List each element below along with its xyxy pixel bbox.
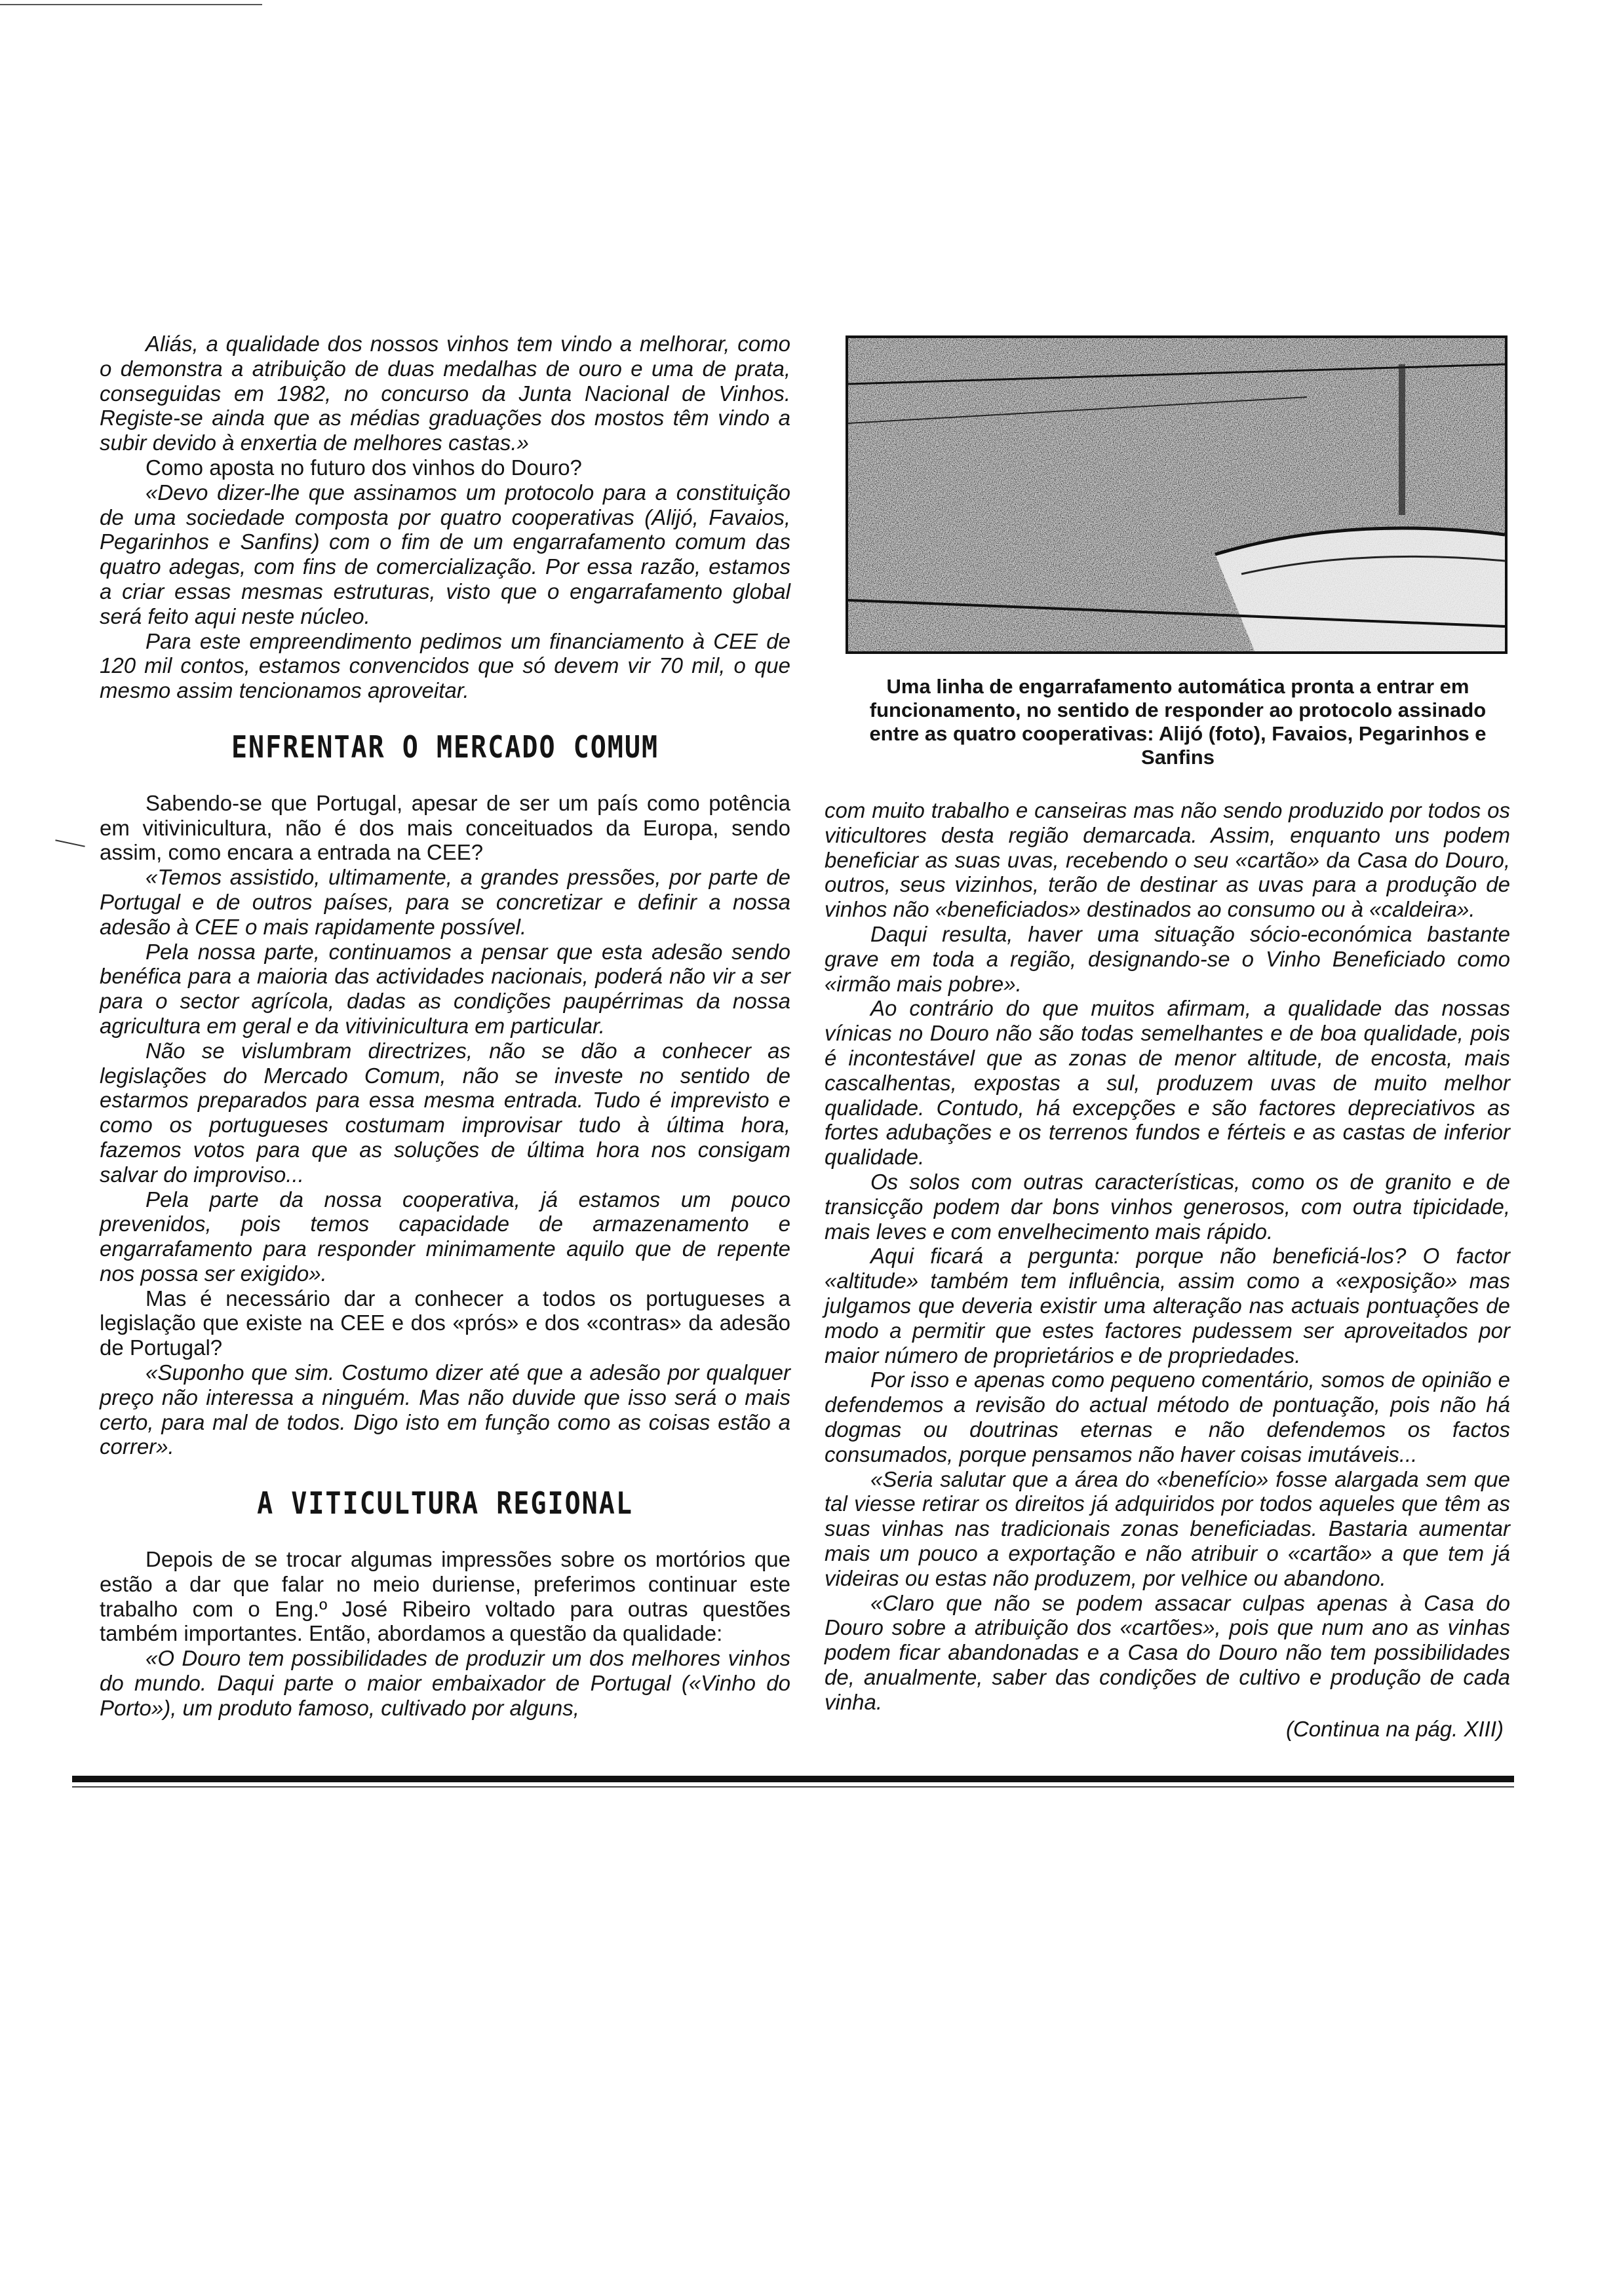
paragraph: Por isso e apenas como pequeno comentário, somos de opinião e defendemos a revisão do actual método de pontuação, pois não há dogmas ou doutrinas eternas e não defendemos os factos consumados, porque pensamos não haver coisas imutáveis... [825, 1368, 1510, 1466]
question: Mas é necessário dar a conhecer a todos os portugueses a legislação que existe na CEE e dos «prós» e dos «contras» da adesão de Portugal? [100, 1286, 790, 1360]
paragraph: Depois de se trocar algumas impressões sobre os mortórios que estão a dar que falar no meio duriense, preferimos continuar este trabalho com o Eng.º José Ribeiro voltado para outras questões também importantes. Então, abordamos a questão da qualidade: [100, 1547, 790, 1646]
continued-note: (Continua na pág. XIII) [1285, 1717, 1504, 1742]
paragraph: Os solos com outras características, como os de granito e de transicção podem dar bons vinhos generosos, com outra tipicidade, mais leves e com envelhecimento mais rápido. [825, 1169, 1510, 1244]
margin-mark [55, 839, 85, 847]
paragraph: «Seria salutar que a área do «benefício» fosse alargada sem que tal viesse retirar os direitos já adquiridos por todos aqueles que têm as suas vinhas nas tradicionais zonas beneficiadas. Bastaria aumentar mais um pouco a exportação e não atribuir o «cartão» a que tem já videiras ou estas não produzem, por velhice ou abandono. [825, 1466, 1510, 1590]
answer: «Temos assistido, ultimamente, a grandes pressões, por parte de Portugal e de outros países, para se concretizar e definir a nossa adesão à CEE o mais rapidamente possível. [100, 865, 790, 939]
paragraph: Aqui ficará a pergunta: porque não beneficiá-los? O factor «altitude» também tem influência, assim como a «exposição» mas julgamos que deveria existir uma alteração nas actuais pontuações de modo a permitir que estes factores pudessem ser aproveitados por maior número de proprietários e de propriedades. [825, 1244, 1510, 1368]
answer: «O Douro tem possibilidades de produzir um dos melhores vinhos do mundo. Daqui parte o maior embaixador de Portugal («Vinho do Porto»), um produto famoso, cultivado por alguns, [100, 1646, 790, 1720]
top-edge-line [0, 4, 262, 5]
answer: Pela nossa parte, continuamos a pensar que esta adesão sendo benéfica para a maioria das actividades nacionais, poderá não vir a ser para o sector agrícola, dadas as condições paupérrimas da nossa agricultura em geral e da vitivinicultura em particular. [100, 939, 790, 1038]
paragraph: Aliás, a qualidade dos nossos vinhos tem vindo a melhorar, como o demonstra a atribuição de duas medalhas de ouro e uma de prata, conseguidas em 1982, no concurso da Junta Nacional de Vinhos. Registe-se ainda que as médias graduações dos mostos têm vindo a subir devido à enxertia de melhores castas.» [100, 332, 790, 455]
right-column [825, 798, 1510, 1742]
section-heading: ENFRENTAR O MERCADO COMUM [231, 730, 659, 765]
answer: «Suponho que sim. Costumo dizer até que a adesão por qualquer preço não interessa a ninguém. Mas não duvide que isso será o mais certo, para mal de todos. Digo isto em função como as coisas estão a correr». [100, 1360, 790, 1459]
answer: Pela parte da nossa cooperativa, já estamos um pouco prevenidos, pois temos capacidade de armazenamento e engarrafamento para responder minimamente aquilo que de repente nos possa ser exigido». [100, 1187, 790, 1286]
paragraph: Daqui resulta, haver uma situação sócio-económica bastante grave em toda a região, designando-se o Vinho Beneficiado como «irmão mais pobre». [825, 921, 1510, 996]
photo-caption: Uma linha de engarrafamento automática pronta a entrar em funcionamento, no sentido de responder ao protocolo assinado entre as quatro cooperativas: Alijó (foto), Favaios, Pegarinhos e Sanfins [869, 675, 1487, 769]
answer: Não se vislumbram directrizes, não se dão a conhecer as legislações do Mercado Comum, não se investe no sentido de estarmos preparados para essa mesma entrada. Tudo é imprevisto e como os portugueses costumam improvisar tudo à última hora, fazemos votos para que as soluções de última hora nos consigam salvar do improviso... [100, 1038, 790, 1187]
bottling-line-photo [846, 335, 1508, 654]
section-heading: A VITICULTURA REGIONAL [257, 1486, 633, 1521]
answer: Para este empreendimento pedimos um financiamento à CEE de 120 mil contos, estamos convencidos que só devem vir 70 mil, o que mesmo assim tencionamos aproveitar. [100, 628, 790, 703]
paragraph: Ao contrário do que muitos afirmam, a qualidade das nossas vínicas no Douro não são todas semelhantes e de boa qualidade, pois é incontestável que as zonas de menor altitude, de encosta, mais cascalhentas, expostas a sul, produzem uvas de muito melhor qualidade. Contudo, há excepções e são factores depreciativos as fortes adubações e os terrenos fundos e férteis e as castas de inferior qualidade. [825, 996, 1510, 1170]
bottom-rule-thin [72, 1786, 1514, 1788]
bottom-rule [72, 1776, 1514, 1782]
left-column [100, 332, 790, 1721]
paragraph: «Claro que não se podem assacar culpas apenas à Casa do Douro sobre a atribuição dos «cartões», pois que num ano as vinhas podem ficar abandonadas e a Casa do Douro não tem possibilidades de, anualmente, saber das condições de cultivo e produção de cada vinha. [825, 1590, 1510, 1714]
paragraph: com muito trabalho e canseiras mas não sendo produzido por todos os viticultores desta região demarcada. Assim, enquanto uns podem beneficiar as suas uvas, recebendo o seu «cartão» da Casa do Douro, outros, seus vizinhos, terão de destinar as uvas para a produção de vinhos não «beneficiados» destinados ao consumo ou à «caldeira». [825, 798, 1510, 922]
question: Como aposta no futuro dos vinhos do Douro? [146, 455, 582, 480]
question: Sabendo-se que Portugal, apesar de ser um país como potência em vitivinicultura, não é dos mais conceituados da Europa, sendo assim, como encara a entrada na CEE? [100, 790, 790, 865]
answer: «Devo dizer-lhe que assinamos um protocolo para a constituição de uma sociedade composta por quatro cooperativas (Alijó, Favaios, Pegarinhos e Sanfins) com o fim de um engarrafamento comum das quatro adegas, com fins de comercialização. Por essa razão, estamos a criar essas mesmas estruturas, visto que o engarrafamento global será feito aqui neste núcleo. [100, 480, 790, 628]
